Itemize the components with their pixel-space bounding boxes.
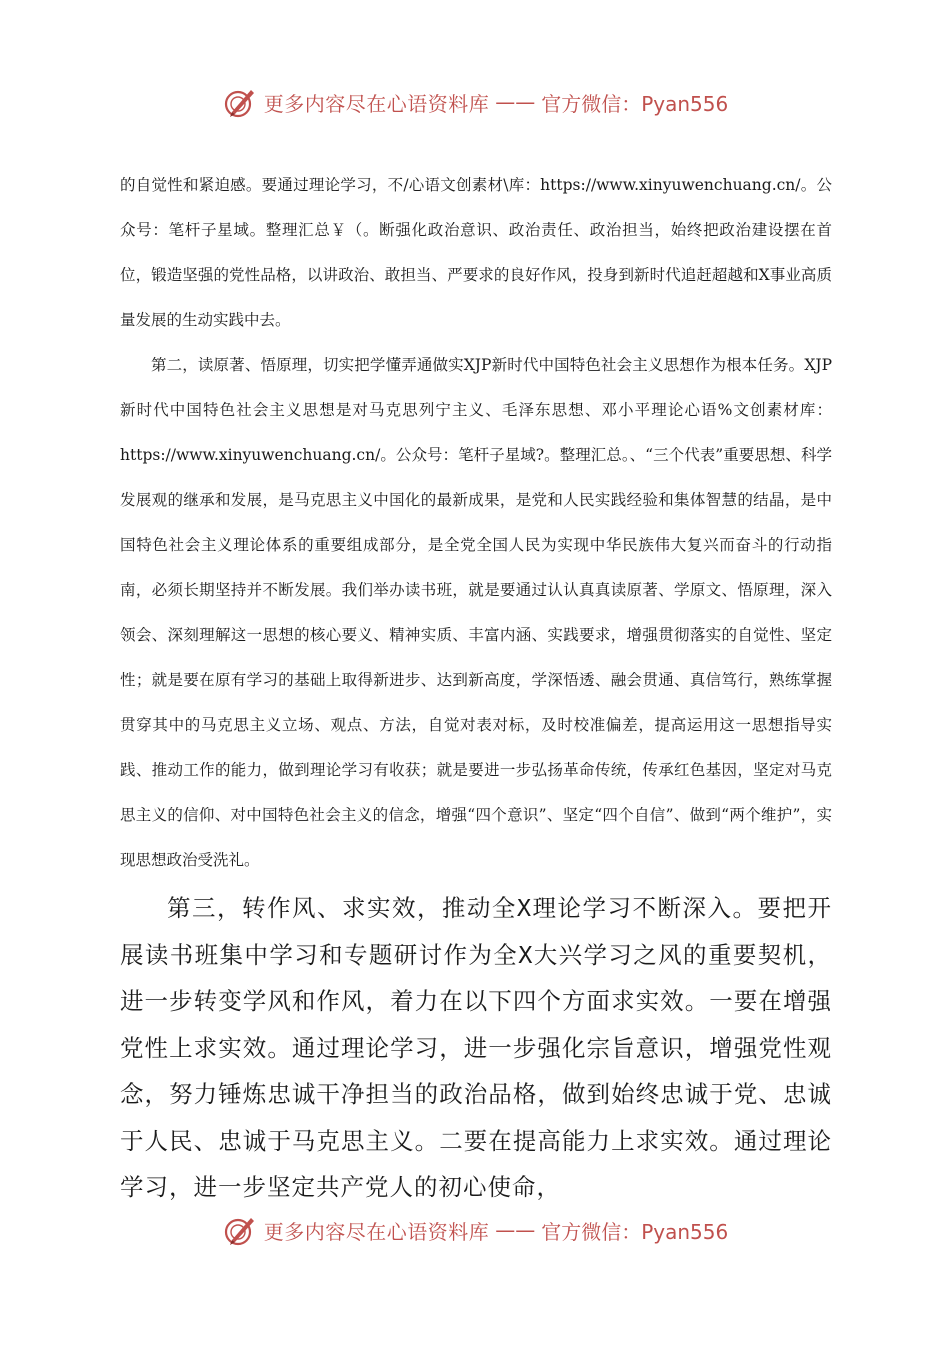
footer-banner (0, 1208, 950, 1252)
banner-title: 更多内容尽在心语资料库 (263, 91, 490, 116)
banner-dash: —— (495, 90, 536, 114)
paragraph-2: 第二，读原著、悟原理，切实把学懂弄通做实XJP新时代中国特色社会主义思想作为根本任务。XJP新时代中国特色社会主义思想是对马克思列宁主义、毛泽东思想、邓小平理论心语%文创素材库：https://www.xinyuwenchuang.cn/。公众号：笔杆子星域?。整理汇总。、“三个代表”重要思想、科学发展观的继承和发展，是马克思主义中国化的最新成果，是党和人民实践经验和集体智慧的结晶，是中国特色社会主义理论体系的重要组成部分，是全党全国人民为实现中华民族伟大复兴而奋斗的行动指南，必须长期坚持并不断发展。我们举办读书班，就是要通过认认真真读原著、学原文、悟原理，深入领会、深刻理解这一思想的核心要义、精神实质、丰富内涵、实践要求，增强贯彻落实的自觉性、坚定性；就是要在原有学习的基础上取得新进步、达到新高度，学深悟透、融会贯通、真信笃行，熟练掌握贯穿其中的马克思主义立场、观点、方法，自觉对表对标，及时校准偏差，提高运用这一思想指导实践、推动工作的能力，做到理论学习有收获；就是要进一步弘扬革命传统，传承红色基因，坚定对马克思主义的信仰、对中国特色社会主义的信念，增强“四个意识”、坚定“四个自信”、做到“两个维护”，实现思想政治受洗礼。 (120, 356, 832, 869)
pen-circle-logo-icon (222, 84, 258, 120)
banner-wechat: 官方微信：Pyan556 (541, 1219, 729, 1244)
pen-circle-logo-icon (222, 1212, 258, 1248)
banner-wechat: 官方微信：Pyan556 (541, 91, 729, 116)
document-body (120, 163, 832, 1211)
header-banner (0, 80, 950, 124)
banner-title: 更多内容尽在心语资料库 (263, 1219, 490, 1244)
paragraph-1: 的自觉性和紧迫感。要通过理论学习，不/心语文创素材\库：https://www.xinyuwenchuang.cn/。公众号：笔杆子星域。整理汇总￥（。断强化政治意识、政治责任、政治担当，始终把政治建设摆在首位，锻造坚强的党性品格，以讲政治、敢担当、严要求的良好作风，投身到新时代追赶超越和X事业高质量发展的生动实践中去。 (120, 176, 832, 329)
banner-dash: —— (495, 1218, 536, 1242)
paragraph-3: 第三，转作风、求实效，推动全X理论学习不断深入。要把开展读书班集中学习和专题研讨作为全X大兴学习之风的重要契机，进一步转变学风和作风，着力在以下四个方面求实效。一要在增强党性上求实效。通过理论学习，进一步强化宗旨意识，增强党性观念，努力锤炼忠诚干净担当的政治品格，做到始终忠诚于党、忠诚于人民、忠诚于马克思主义。二要在提高能力上求实效。通过理论学习，进一步坚定共产党人的初心使命， (120, 894, 832, 1201)
